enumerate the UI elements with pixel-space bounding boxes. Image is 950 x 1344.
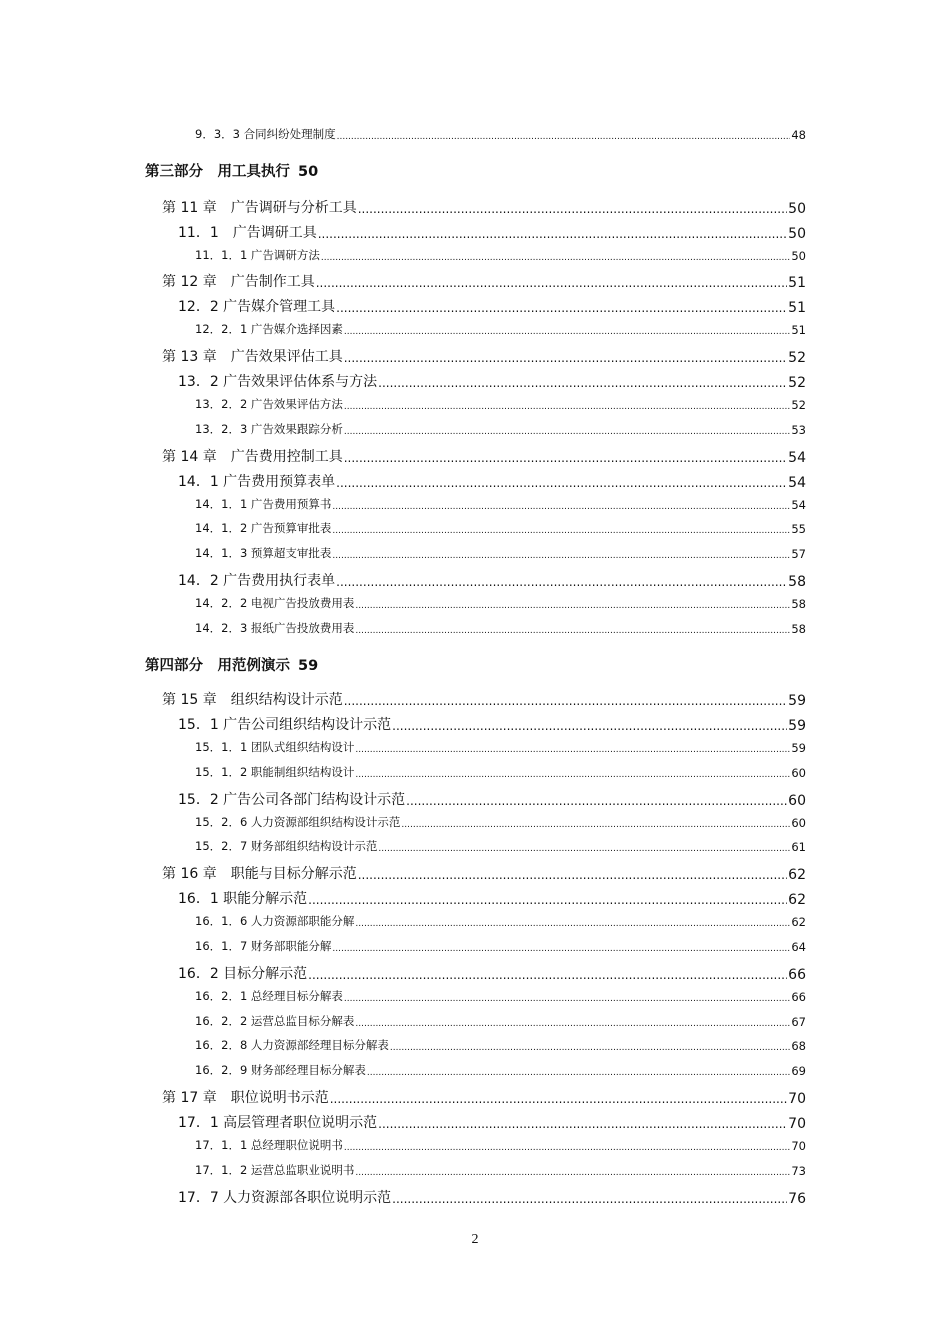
toc-section-entry[interactable] <box>178 222 806 242</box>
entry-page-number: 62 <box>791 915 806 929</box>
entry-title: 13．2．2 广告效果评估方法 <box>195 397 343 411</box>
dot-leader <box>344 450 787 466</box>
toc-section-entry[interactable] <box>178 789 806 809</box>
toc-section-entry[interactable] <box>178 1187 806 1207</box>
toc-section-entry[interactable] <box>178 714 806 734</box>
entry-page-number: 66 <box>788 967 806 983</box>
dot-leader <box>336 300 787 316</box>
dot-leader <box>392 1191 787 1207</box>
entry-title: 16．1 职能分解示范 <box>178 891 308 907</box>
dot-leader <box>358 867 787 883</box>
entry-title: 13．2 广告效果评估体系与方法 <box>178 374 378 390</box>
entry-page-number: 58 <box>791 622 806 636</box>
dot-leader <box>378 840 790 854</box>
toc-subsection-entry[interactable] <box>195 1037 806 1053</box>
entry-title: 9．3．3 合同纠纷处理制度 <box>195 127 336 141</box>
part-title: 第四部分 用范例演示 <box>145 658 290 674</box>
toc-subsection-entry[interactable] <box>195 739 806 755</box>
toc-section-entry[interactable] <box>178 570 806 590</box>
dot-leader <box>344 423 790 437</box>
entry-page-number: 59 <box>788 693 806 709</box>
entry-page-number: 60 <box>788 793 806 809</box>
entry-title: 第 17 章 职位说明书示范 <box>162 1090 329 1106</box>
entry-page-number: 50 <box>788 201 806 217</box>
toc-subsection-entry[interactable] <box>195 321 806 337</box>
entry-page-number: 55 <box>791 522 806 536</box>
entry-title: 16．2．9 财务部经理目标分解表 <box>195 1063 366 1077</box>
entry-title: 12．2 广告媒介管理工具 <box>178 299 336 315</box>
entry-page-number: 51 <box>791 323 806 337</box>
entry-page-number: 61 <box>791 840 806 854</box>
entry-page-number: 67 <box>791 1015 806 1029</box>
dot-leader <box>355 766 790 780</box>
part-heading[interactable] <box>145 160 318 181</box>
entry-page-number: 70 <box>788 1116 806 1132</box>
dot-leader <box>332 940 790 954</box>
part-title: 第三部分 用工具执行 <box>145 164 290 180</box>
dot-leader <box>344 398 790 412</box>
entry-page-number: 51 <box>788 275 806 291</box>
toc-subsection-entry[interactable] <box>195 1137 806 1153</box>
entry-title: 14．1 广告费用预算表单 <box>178 474 336 490</box>
entry-page-number: 58 <box>791 597 806 611</box>
entry-title: 15．2 广告公司各部门结构设计示范 <box>178 792 406 808</box>
dot-leader <box>378 375 787 391</box>
toc-chapter-entry[interactable] <box>162 446 806 466</box>
dot-leader <box>344 693 787 709</box>
entry-title: 16．2 目标分解示范 <box>178 966 308 982</box>
entry-title: 17．7 人力资源部各职位说明示范 <box>178 1190 392 1206</box>
toc-chapter-entry[interactable] <box>162 689 806 709</box>
dot-leader <box>337 128 791 142</box>
toc-subsection-entry[interactable] <box>195 520 806 536</box>
entry-title: 16．1．6 人力资源部职能分解 <box>195 914 355 928</box>
dot-leader <box>355 622 790 636</box>
dot-leader <box>392 718 787 734</box>
entry-page-number: 54 <box>788 475 806 491</box>
toc-subsection-entry[interactable] <box>195 620 806 636</box>
dot-leader <box>378 1116 787 1132</box>
dot-leader <box>344 323 790 337</box>
dot-leader <box>344 350 787 366</box>
entry-page-number: 58 <box>788 574 806 590</box>
entry-page-number: 54 <box>791 498 806 512</box>
entry-title: 14．2．2 电视广告投放费用表 <box>195 596 355 610</box>
entry-page-number: 53 <box>791 423 806 437</box>
entry-title: 15．1．1 团队式组织结构设计 <box>195 740 355 754</box>
entry-page-number: 76 <box>788 1191 806 1207</box>
toc-subsection-entry[interactable] <box>195 496 806 512</box>
entry-title: 15．2．7 财务部组织结构设计示范 <box>195 839 378 853</box>
dot-leader <box>355 915 790 929</box>
dot-leader <box>355 597 790 611</box>
entry-page-number: 60 <box>791 766 806 780</box>
entry-title: 16．2．8 人力资源部经理目标分解表 <box>195 1038 389 1052</box>
entry-title: 14．1．2 广告预算审批表 <box>195 521 332 535</box>
entry-title: 17．1 高层管理者职位说明示范 <box>178 1115 378 1131</box>
entry-title: 17．1．2 运营总监职业说明书 <box>195 1163 355 1177</box>
toc-section-entry[interactable] <box>178 296 806 316</box>
entry-page-number: 69 <box>791 1064 806 1078</box>
toc-section-entry[interactable] <box>178 371 806 391</box>
toc-subsection-entry[interactable] <box>195 913 806 929</box>
entry-title: 11．1．1 广告调研方法 <box>195 248 320 262</box>
entry-page-number: 59 <box>791 741 806 755</box>
entry-page-number: 50 <box>791 249 806 263</box>
entry-title: 第 14 章 广告费用控制工具 <box>162 449 343 465</box>
entry-page-number: 50 <box>788 226 806 242</box>
entry-page-number: 64 <box>791 940 806 954</box>
toc-subsection-entry[interactable] <box>195 988 806 1004</box>
entry-title: 13．2．3 广告效果跟踪分析 <box>195 422 343 436</box>
entry-page-number: 70 <box>788 1091 806 1107</box>
entry-title: 16．1．7 财务部职能分解 <box>195 939 332 953</box>
dot-leader <box>332 547 790 561</box>
entry-page-number: 59 <box>788 718 806 734</box>
entry-title: 12．2．1 广告媒介选择因素 <box>195 322 343 336</box>
dot-leader <box>344 990 790 1004</box>
dot-leader <box>308 892 787 908</box>
dot-leader <box>321 249 790 263</box>
entry-title: 14．2 广告费用执行表单 <box>178 573 336 589</box>
toc-subsection-entry[interactable] <box>195 1013 806 1029</box>
entry-page-number: 52 <box>791 398 806 412</box>
toc-section-entry[interactable] <box>178 888 806 908</box>
toc-subsection-entry[interactable] <box>195 126 806 142</box>
toc-subsection-entry[interactable] <box>195 838 806 854</box>
dot-leader <box>406 793 787 809</box>
dot-leader <box>355 741 790 755</box>
entry-title: 16．2．1 总经理目标分解表 <box>195 989 343 1003</box>
toc-subsection-entry[interactable] <box>195 1162 806 1178</box>
toc-chapter-entry[interactable] <box>162 346 806 366</box>
dot-leader <box>390 1039 790 1053</box>
entry-title: 第 16 章 职能与目标分解示范 <box>162 866 357 882</box>
toc-subsection-entry[interactable] <box>195 545 806 561</box>
dot-leader <box>330 1091 787 1107</box>
entry-page-number: 54 <box>788 450 806 466</box>
entry-title: 15．1．2 职能制组织结构设计 <box>195 765 355 779</box>
entry-title: 第 13 章 广告效果评估工具 <box>162 349 343 365</box>
entry-page-number: 68 <box>791 1039 806 1053</box>
entry-title: 16．2．2 运营总监目标分解表 <box>195 1014 355 1028</box>
dot-leader <box>401 816 790 830</box>
entry-title: 14．1．1 广告费用预算书 <box>195 497 332 511</box>
entry-page-number: 73 <box>791 1164 806 1178</box>
dot-leader <box>367 1064 790 1078</box>
part-heading[interactable] <box>145 654 318 675</box>
toc-section-entry[interactable] <box>178 1112 806 1132</box>
entry-title: 15．2．6 人力资源部组织结构设计示范 <box>195 815 401 829</box>
toc-subsection-entry[interactable] <box>195 421 806 437</box>
dot-leader <box>336 574 787 590</box>
toc-section-entry[interactable] <box>178 471 806 491</box>
toc-subsection-entry[interactable] <box>195 938 806 954</box>
entry-page-number: 62 <box>788 892 806 908</box>
toc-subsection-entry[interactable] <box>195 396 806 412</box>
entry-title: 15．1 广告公司组织结构设计示范 <box>178 717 392 733</box>
toc-subsection-entry[interactable] <box>195 247 806 263</box>
page-number: 2 <box>471 1232 479 1247</box>
dot-leader <box>316 275 787 291</box>
toc-subsection-entry[interactable] <box>195 764 806 780</box>
toc-chapter-entry[interactable] <box>162 863 806 883</box>
entry-page-number: 60 <box>791 816 806 830</box>
dot-leader <box>355 1164 790 1178</box>
dot-leader <box>355 1015 790 1029</box>
dot-leader <box>332 522 790 536</box>
entry-title: 14．1．3 预算超支审批表 <box>195 546 332 560</box>
entry-title: 17．1．1 总经理职位说明书 <box>195 1138 343 1152</box>
entry-page-number: 48 <box>791 128 806 142</box>
entry-title: 14．2．3 报纸广告投放费用表 <box>195 621 355 635</box>
entry-page-number: 52 <box>788 350 806 366</box>
entry-title: 第 11 章 广告调研与分析工具 <box>162 200 357 216</box>
part-page-number: 59 <box>298 658 319 674</box>
toc-chapter-entry[interactable] <box>162 197 806 217</box>
entry-page-number: 66 <box>791 990 806 1004</box>
toc-subsection-entry[interactable] <box>195 595 806 611</box>
dot-leader <box>344 1139 790 1153</box>
dot-leader <box>336 475 787 491</box>
entry-page-number: 70 <box>791 1139 806 1153</box>
entry-title: 第 15 章 组织结构设计示范 <box>162 692 343 708</box>
dot-leader <box>318 226 787 242</box>
entry-title: 第 12 章 广告制作工具 <box>162 274 315 290</box>
dot-leader <box>332 498 790 512</box>
toc-section-entry[interactable] <box>178 963 806 983</box>
toc-chapter-entry[interactable] <box>162 271 806 291</box>
toc-subsection-entry[interactable] <box>195 1062 806 1078</box>
entry-page-number: 62 <box>788 867 806 883</box>
toc-subsection-entry[interactable] <box>195 814 806 830</box>
entry-page-number: 52 <box>788 375 806 391</box>
entry-title: 11．1 广告调研工具 <box>178 225 317 241</box>
toc-chapter-entry[interactable] <box>162 1087 806 1107</box>
entry-page-number: 51 <box>788 300 806 316</box>
entry-page-number: 57 <box>791 547 806 561</box>
dot-leader <box>358 201 787 217</box>
part-page-number: 50 <box>298 164 319 180</box>
dot-leader <box>308 967 787 983</box>
